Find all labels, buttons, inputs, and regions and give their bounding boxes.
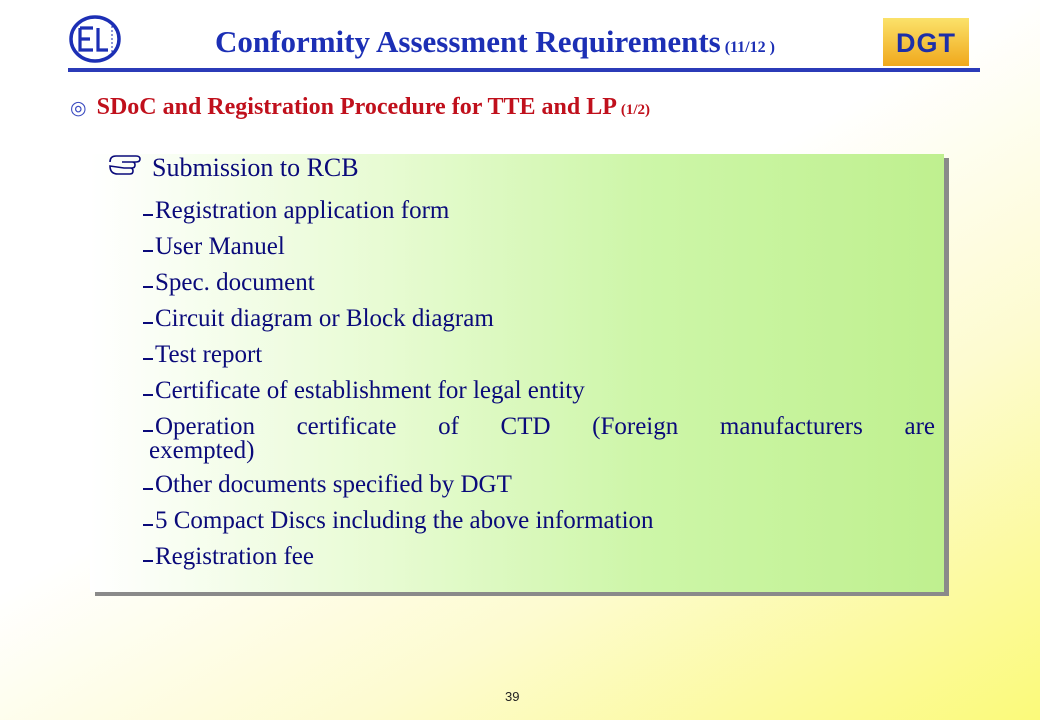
page-title [215,24,775,60]
el-logo [68,14,122,64]
requirements-list [143,197,935,579]
list-item: Other documents specified by DGT [143,471,935,498]
list-item: Test report [143,341,935,368]
list-item: Registration application form [143,197,935,224]
header-divider [68,68,980,72]
title-page-indicator: (11/12 ) [724,39,775,56]
list-item: Spec. document [143,269,935,296]
list-item-text: Operation certificate of CTD (Foreign manufacturers are [155,413,935,440]
panel-heading [108,150,359,183]
double-circle-bullet-icon: ◎ [70,97,87,119]
panel-heading-text: Submission to RCB [152,153,359,182]
dgt-badge: DGT [883,18,969,66]
page-number: 39 [505,689,520,704]
pointing-hand-icon [108,150,142,178]
subtitle-page-indicator: (1/2) [620,102,651,118]
section-subtitle [70,94,650,121]
subtitle-text: SDoC and Registration Procedure for TTE and LP [96,94,617,120]
title-text: Conformity Assessment Requirements [215,24,721,59]
list-item: Registration fee [143,543,935,570]
list-item: Circuit diagram or Block diagram [143,305,935,332]
list-item [143,413,935,462]
list-item: 5 Compact Discs including the above information [143,507,935,534]
list-item-continuation: exempted) [149,437,255,464]
list-item: User Manuel [143,233,935,260]
list-item: Certificate of establishment for legal entity [143,377,935,404]
